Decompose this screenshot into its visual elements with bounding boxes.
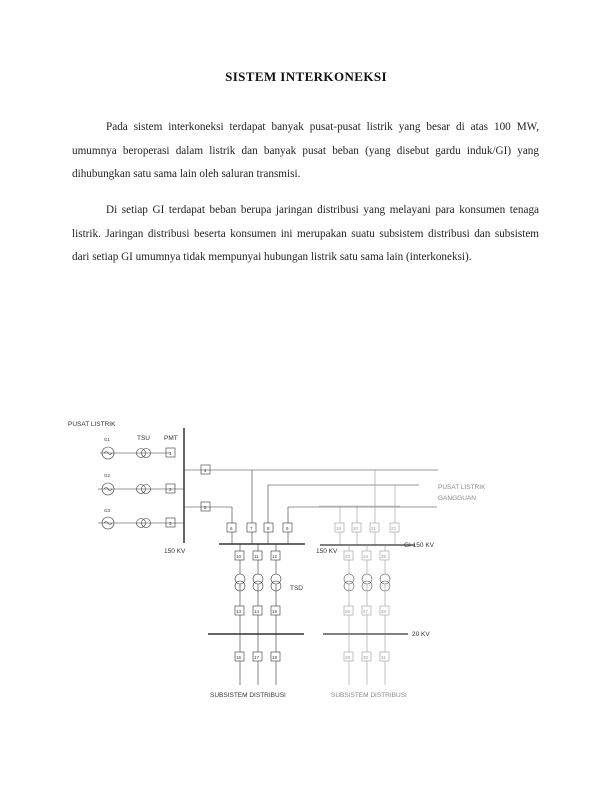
subsistem-right-label: SUBSISTEM DISTRIBUSI (331, 692, 407, 699)
breaker-10: 10 (236, 554, 242, 559)
paragraph-1: Pada sistem interkoneksi terdapat banyak pusat-pusat listrik yang besar di atas 100 MW, umumnya beroperasi dalam listrik dan banyak pusat beban (yang disebut gardu induk/GI) yang dihubungkan satu sama lain oleh saluran transmisi. (72, 121, 539, 180)
breaker-18: 18 (272, 655, 278, 660)
tsu-label: TSU (137, 435, 150, 442)
breaker-5: 5 (204, 505, 207, 510)
breaker-14: 14 (254, 609, 260, 614)
breaker-26: 26 (345, 609, 351, 614)
tsd-label: TSD (290, 585, 303, 592)
breaker-30: 30 (363, 655, 369, 660)
breaker-4: 4 (204, 468, 207, 473)
breaker-23: 23 (345, 554, 351, 559)
gangguan-label-2: GANGGUAN (438, 495, 476, 502)
breaker-19: 19 (336, 526, 342, 531)
breaker-12: 12 (272, 554, 278, 559)
breaker-17: 17 (254, 655, 260, 660)
kv20-label: 20 KV (412, 631, 430, 638)
paragraph-2: Di setiap GI terdapat beban berupa jaringan distribusi yang melayani para konsumen tenaga listrik. Jaringan distribusi beserta konsumen ini merupakan suatu subsistem distribusi dan subsistem dari setiap GI umumnya tidak mempunyai hubungan listrik satu sama lain (interkoneksi). (72, 204, 539, 263)
breaker-29: 29 (345, 655, 351, 660)
breaker-7: 7 (250, 526, 253, 531)
breaker-25: 25 (381, 554, 387, 559)
breaker-20: 20 (353, 526, 359, 531)
breaker-9: 9 (286, 526, 289, 531)
subsistem-left-label: SUBSISTEM DISTRIBUSI (210, 692, 286, 699)
pmt-label: PMT (164, 435, 178, 442)
breaker-24: 24 (363, 554, 369, 559)
breaker-1: 1 (169, 451, 172, 456)
generator-label-1: G1 (104, 437, 111, 442)
breaker-27: 27 (363, 609, 369, 614)
breaker-28: 28 (381, 609, 387, 614)
breaker-13: 13 (236, 609, 242, 614)
interconnection-diagram (0, 410, 612, 710)
pusat-listrik-label: PUSAT LISTRIK (68, 421, 116, 428)
kv150-left-label: 150 KV (164, 548, 186, 555)
kv150-mid-label: 150 KV (316, 548, 338, 555)
breaker-16: 16 (236, 655, 242, 660)
generator-label-2: G2 (104, 473, 111, 478)
breaker-11: 11 (254, 554, 259, 559)
generator-row-1 (100, 447, 175, 459)
gi150-label: GI 150 KV (404, 542, 434, 549)
page-title: SISTEM INTERKONEKSI (225, 69, 387, 84)
breaker-31: 31 (381, 655, 387, 660)
breaker-21: 21 (371, 526, 377, 531)
breaker-6: 6 (230, 526, 233, 531)
breaker-15: 15 (272, 609, 278, 614)
breaker-22: 22 (391, 526, 397, 531)
breaker-8: 8 (267, 526, 270, 531)
gangguan-label-1: PUSAT LISTRIK (438, 484, 486, 491)
breaker-2: 2 (169, 487, 172, 492)
breaker-3: 3 (169, 521, 172, 526)
generator-label-3: G3 (104, 508, 111, 513)
